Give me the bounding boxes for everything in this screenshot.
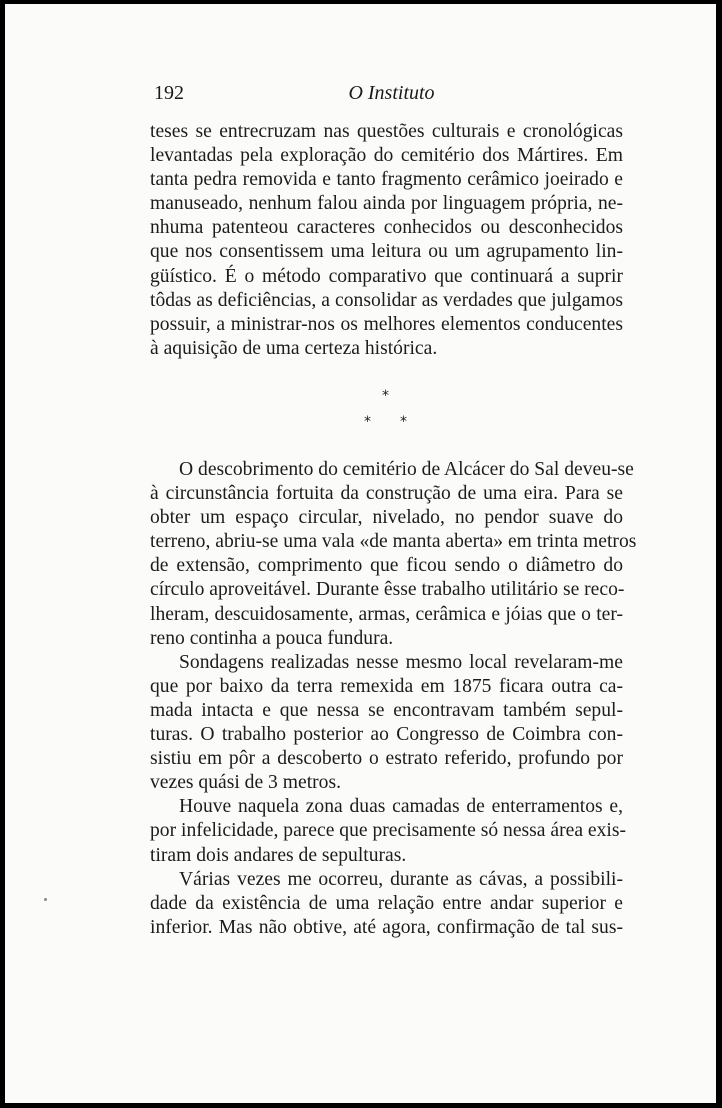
section-break-asterism	[350, 388, 430, 438]
running-title: O Instituto	[348, 82, 435, 104]
text-line: à aquisição de uma certeza histórica.	[150, 337, 438, 359]
paragraph-cont	[150, 892, 623, 940]
paragraph	[150, 651, 623, 675]
paragraph-cont	[150, 675, 623, 795]
text-line: güístico. É o método comparativo que continuará a suprir	[150, 265, 623, 287]
text-line: tanta pedra removida e tanto fragmento cerâmico joeirado e	[150, 169, 623, 191]
text-line: terreno, abriu-se uma vala «de manta aberta» em trinta metros	[150, 531, 637, 553]
text-line: Sondagens realizadas nesse mesmo local revelaram-me	[179, 651, 623, 673]
text-block-top	[150, 120, 623, 361]
text-line: de extensão, comprimento que ficou sendo o diâmetro do	[150, 555, 623, 577]
page-number: 192	[154, 82, 184, 104]
text-line: manuseado, nenhum falou ainda por linguagem própria, ne-	[150, 193, 623, 215]
asterisk-glyph: *	[382, 388, 389, 404]
text-line: Várias vezes me ocorreu, durante as cávas, a possibili-	[179, 868, 623, 890]
text-line: O descobrimento do cemitério de Alcácer do Sal deveu-se	[179, 459, 634, 480]
text-line: tiram dois andares de sepulturas.	[150, 844, 407, 866]
asterisk-glyph: *	[400, 414, 407, 430]
text-line: turas. O trabalho posterior ao Congresso de Coimbra con-	[150, 724, 623, 746]
text-line: reno continha a pouca fundura.	[150, 627, 394, 649]
text-line: mada intacta e que nessa se encontravam também sepul-	[150, 699, 623, 721]
paragraph-cont	[150, 482, 637, 651]
paragraph-continuation	[150, 120, 623, 361]
asterisk-glyph: *	[364, 414, 371, 430]
paragraph-cont	[150, 819, 626, 867]
text-line: sistiu em pôr a descoberto o estrato referido, profundo por	[150, 748, 623, 770]
text-line: dade da existência de uma relação entre andar superior e	[150, 892, 623, 914]
paragraph	[150, 795, 623, 819]
text-line: inferior. Mas não obtive, até agora, confirmação de tal sus-	[150, 916, 623, 938]
text-line: possuir, a ministrar-nos os melhores elementos conducentes	[150, 313, 623, 335]
book-page	[5, 4, 716, 1103]
text-line: vezes quási de 3 metros.	[150, 772, 341, 794]
text-line: por infelicidade, parece que precisamente só nessa área exis-	[150, 820, 626, 842]
text-line: teses se entrecruzam nas questões culturais e cronológicas	[150, 121, 623, 142]
margin-speck	[44, 898, 47, 901]
text-line: lheram, descuidosamente, armas, cerâmica e jóias que o ter-	[150, 603, 623, 625]
page-header	[154, 82, 629, 106]
text-line: nhuma patenteou caracteres conhecidos ou desconhecidos	[150, 217, 623, 239]
text-line: que por baixo da terra remexida em 1875 ficara outra ca-	[150, 675, 623, 697]
text-line: obter um espaço circular, nivelado, no pendor suave do	[150, 507, 623, 529]
text-line: tôdas as deficiências, a consolidar as verdades que julgamos	[150, 289, 623, 311]
text-line: que nos consentissem uma leitura ou um agrupamento lin-	[150, 241, 623, 263]
text-line: à circunstância fortuita da construção de uma eira. Para se	[150, 483, 623, 505]
text-line: círculo aproveitável. Durante êsse trabalho utilitário se reco-	[150, 579, 625, 601]
text-block-bottom	[150, 458, 637, 940]
paragraph	[150, 458, 634, 482]
text-line: levantadas pela exploração do cemitério dos Mártires. Em	[150, 145, 623, 167]
paragraph	[150, 868, 623, 892]
text-line: Houve naquela zona duas camadas de enterramentos e,	[179, 796, 623, 818]
